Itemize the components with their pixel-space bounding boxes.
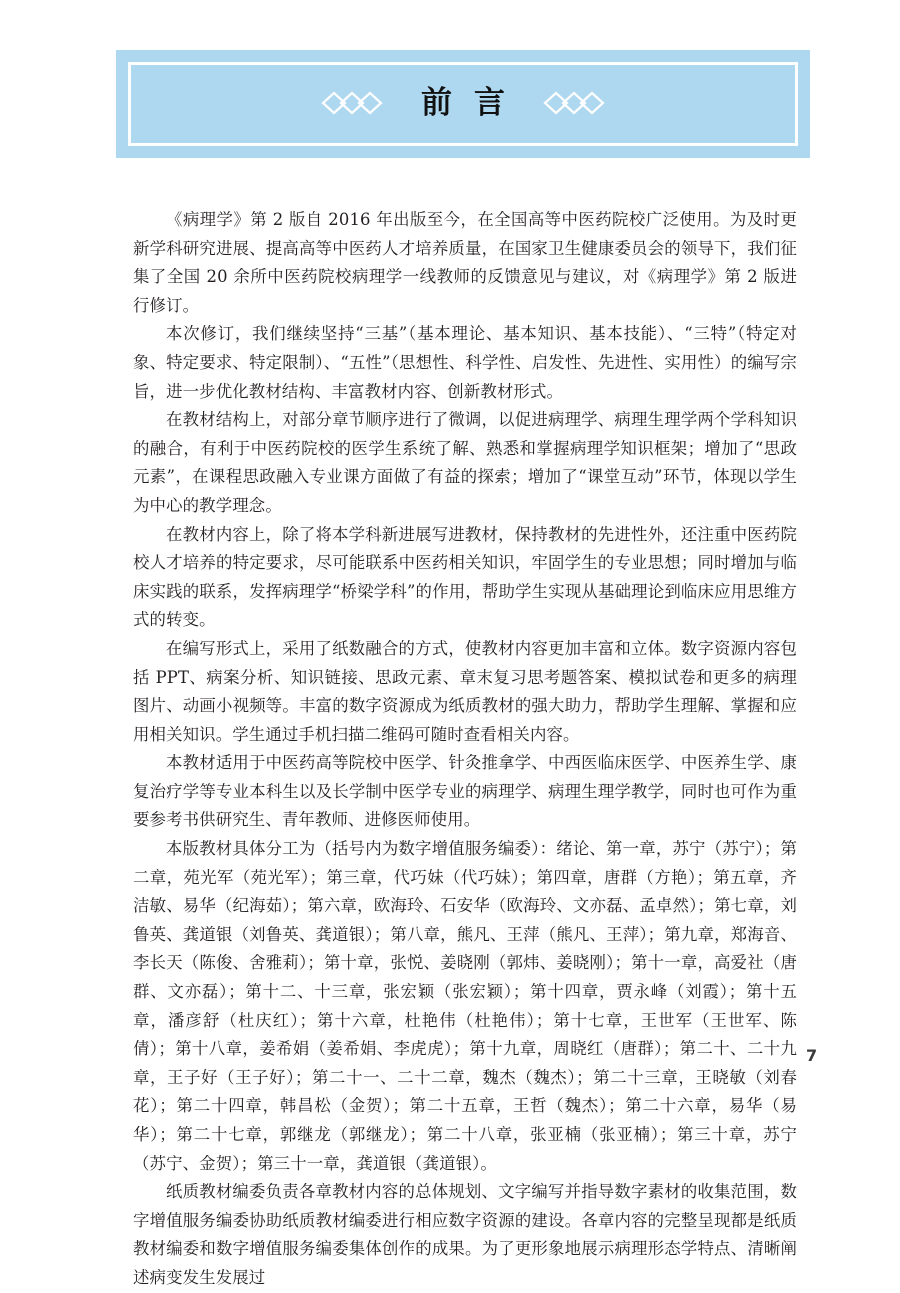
diamond-chain-ornament-left-icon <box>321 90 383 116</box>
body-paragraph: 本次修订，我们继续坚持“三基”（基本理论、基本知识、基本技能）、“三特”（特定对象、特定要求、特定限制）、“五性”（思想性、科学性、启发性、先进性、实用性）的编写宗旨，进一步优化教材结构、丰富教材内容、创新教材形式。 <box>133 324 797 401</box>
page-number: 7 <box>806 1046 818 1065</box>
header-inner-frame <box>128 62 798 146</box>
preface-header-banner <box>116 50 810 158</box>
body-paragraph: 本版教材具体分工为（括号内为数字增值服务编委）：绪论、第一章，苏宁（苏宁）；第二章，苑光军（苑光军）；第三章，代巧妹（代巧妹）；第四章，唐群（方艳）；第五章，齐洁敏、易华（纪海茹）；第六章，欧海玲、石安华（欧海玲、文亦磊、孟卓然）；第七章，刘鲁英、龚道银（刘鲁英、龚道银）；第八章，熊凡、王萍（熊凡、王萍）；第九章，郑海音、李长天（陈俊、舍雅莉）；第十章，张悦、姜晓刚（郭炜、姜晓刚）；第十一章，高爱社（唐群、文亦磊）；第十二、十三章，张宏颖（张宏颖）；第十四章，贾永峰（刘霞）；第十五章，潘彦舒（杜庆红）；第十六章，杜艳伟（杜艳伟）；第十七章，王世军（王世军、陈倩）；第十八章，姜希娟（姜希娟、李虎虎）；第十九章，周晓红（唐群）；第二十、二十九章，王子好（王子好）；第二十一、二十二章，魏杰（魏杰）；第二十三章，王晓敏（刘春花）；第二十四章，韩昌松（金贺）；第二十五章，王哲（魏杰）；第二十六章，易华（易华）；第二十七章，郭继龙（郭继龙）；第二十八章，张亚楠（张亚楠）；第三十章，苏宁（苏宁、金贺）；第三十一章，龚道银（龚道银）。 <box>133 839 797 1173</box>
header-title-row <box>321 84 605 121</box>
body-paragraph: 《病理学》第 2 版自 2016 年出版至今，在全国高等中医药院校广泛使用。为及时更新学科研究进展、提高高等中医药人才培养质量，在国家卫生健康委员会的领导下，我们征集了全国 20 余所中医药院校病理学一线教师的反馈意见与建议，对《病理学》第 2 版进行修订。 <box>133 210 797 315</box>
body-paragraph: 本教材适用于中医药高等院校中医学、针灸推拿学、中西医临床医学、中医养生学、康复治疗学等专业本科生以及长学制中医学专业的病理学、病理生理学教学，同时也可作为重要参考书供研究生、青年教师、进修医师使用。 <box>133 753 797 830</box>
body-paragraph: 在教材结构上，对部分章节顺序进行了微调，以促进病理学、病理生理学两个学科知识的融合，有利于中医药院校的医学生系统了解、熟悉和掌握病理学知识框架；增加了“思政元素”，在课程思政融入专业课方面做了有益的探索；增加了“课堂互动”环节，体现以学生为中心的教学理念。 <box>133 410 797 515</box>
body-paragraph: 纸质教材编委负责各章教材内容的总体规划、文字编写并指导数字素材的收集范围，数字增值服务编委协助纸质教材编委进行相应数字资源的建设。各章内容的完整呈现都是纸质教材编委和数字增值服务编委集体创作的成果。为了更形象地展示病理形态学特点、清晰阐述病变发生发展过 <box>133 1182 797 1287</box>
body-paragraph: 在编写形式上，采用了纸数融合的方式，使教材内容更加丰富和立体。数字资源内容包括 PPT、病案分析、知识链接、思政元素、章末复习思考题答案、模拟试卷和更多的病理图片、动画小视频等。丰富的数字资源成为纸质教材的强大助力，帮助学生理解、掌握和应用相关知识。学生通过手机扫描二维码可随时查看相关内容。 <box>133 638 797 744</box>
body-paragraph: 在教材内容上，除了将本学科新进展写进教材，保持教材的先进性外，还注重中医药院校人才培养的特定要求，尽可能联系中医药相关知识，牢固学生的专业思想；同时增加与临床实践的联系，发挥病理学“桥梁学科”的作用，帮助学生实现从基础理论到临床应用思维方式的转变。 <box>133 524 797 630</box>
preface-body <box>133 206 797 1293</box>
diamond-chain-ornament-right-icon <box>543 90 605 116</box>
page-title: 前言 <box>421 84 527 121</box>
